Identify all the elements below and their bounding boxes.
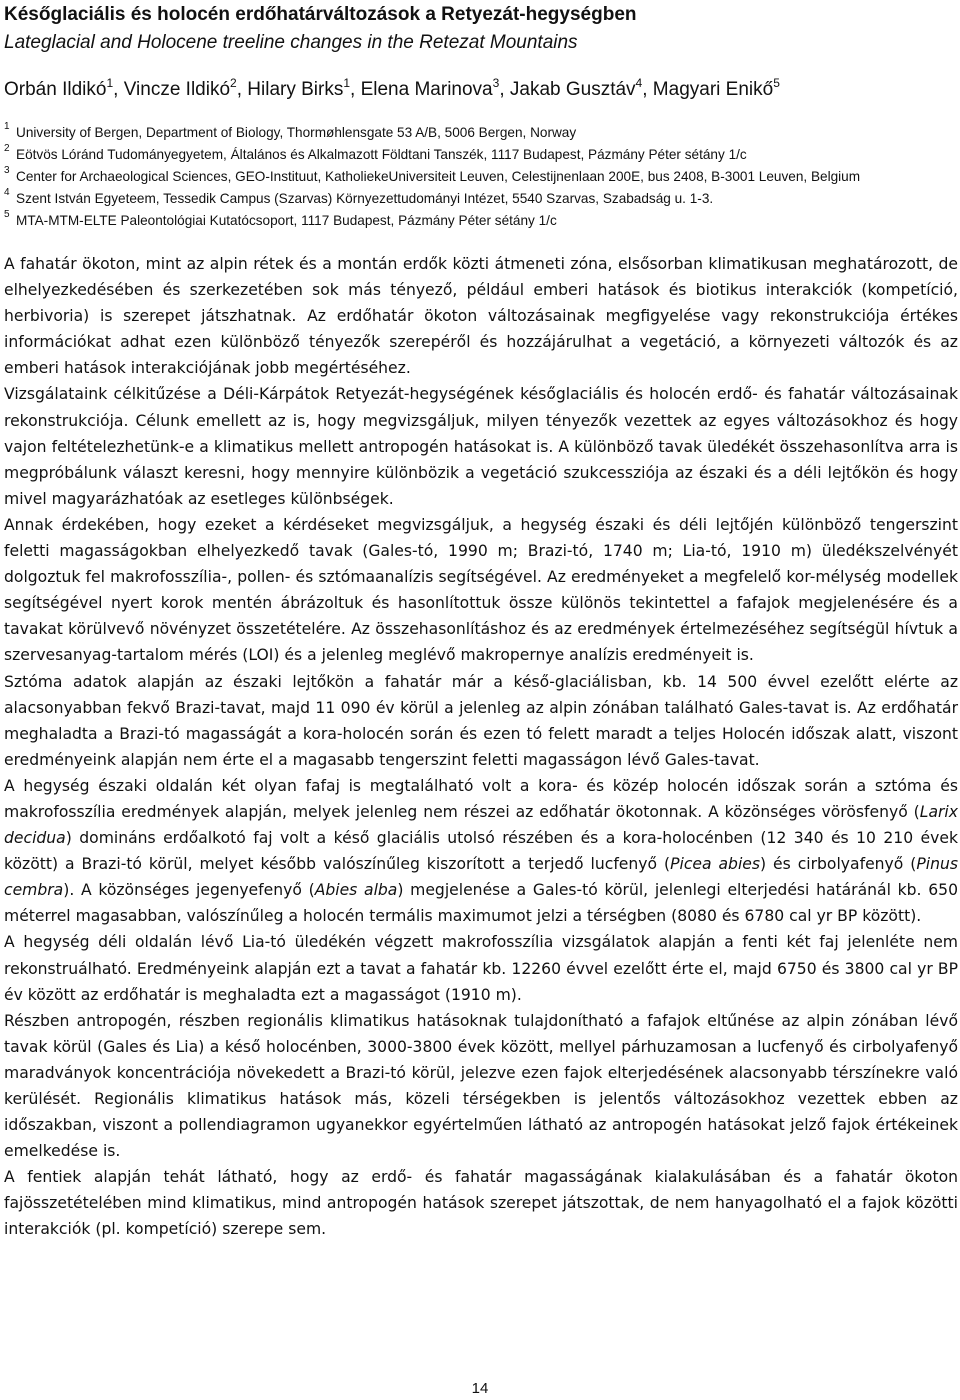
species-name: Picea abies [670, 855, 761, 874]
author-name: Orbán Ildikó [4, 79, 107, 100]
affiliation-text: MTA-MTM-ELTE Paleontológiai Kutatócsoport, 1117 Budapest, Pázmány Péter sétány 1/c [16, 213, 557, 228]
author-separator: , [642, 79, 653, 100]
species-name: Pinus cembra [4, 855, 959, 900]
species-name: Larix decidua [4, 802, 958, 848]
affiliation-number: 1 [4, 121, 10, 132]
affiliation-text: Szent István Egyeteem, Tessedik Campus (Szarvas) Környezettudományi Intézet, 5540 Szarvas, Szabadság u. 1-3. [16, 191, 714, 206]
affiliation-text: Center for Archaeological Sciences, GEO-Instituut, KatholiekeUniversiteit Leuven, Celestijnenlaan 200E, bus 2408, B-3001 Leuven, Belgium [16, 169, 861, 184]
paragraph-text: ) és cirbolyafenyő ( [760, 855, 917, 874]
body-paragraph [4, 929, 958, 1007]
document-page [4, 0, 958, 1243]
paragraph-text: Részben antropogén, részben regionális klimatikus hatásoknak tulajdonítható a fafajok eltűnése az alpin zónában lévő tavak körül (Gales és Lia) a késő holocénben, 3000-3800 évek között, mellyel párhuzamosan a lucfenyő és cirbolyafenyő maradványok koncentrációja növekedett a Brazi-tó körül, jelezve ezen fajok elterjedésének alacsonyabb térszínekre való kerülését. Regionális klimatikus hatások más, közeli térségekben is jelentős változásokhoz vezettek ebben az időszakban, viszont a pollendiagramon ugyanekkor egyértelműen látható az antropogén hatásokat jelző fajok értékeinek emelkedése is. [4, 1011, 958, 1161]
affiliation-text: University of Bergen, Department of Biology, Thormøhlensgate 53 A/B, 5006 Bergen, Norway [16, 125, 577, 140]
author-affiliation-number: 1 [106, 76, 114, 90]
affiliation-number: 3 [4, 165, 10, 176]
paragraph-text: A fahatár ökoton, mint az alpin rétek és a montán erdők közti átmeneti zóna, elsősorban klimatikusan meghatározott, de elhelyezkedésében és szerkezetében sok más tényező, például emberi hatások és biotikus interakciók (kompetíció, herbivoria) is szerepet játszhatnak. Az erdőhatár ökoton változásainak megfigyelése vagy rekonstrukciója értékes információkat adhat ezen különböző tényezők szerepéről és hozzájárulhat a vegetáció, a környezeti változók és az emberi hatások interakciójának jobb megértéséhez. [4, 255, 958, 378]
affiliation-number: 2 [4, 143, 10, 154]
author-affiliation-number: 5 [773, 76, 780, 90]
author-affiliation-number: 1 [343, 76, 351, 90]
affiliation [4, 144, 958, 166]
author-separator: , [350, 79, 361, 100]
author-affiliation-number: 3 [492, 76, 500, 90]
author-list [4, 78, 958, 102]
body-paragraph [4, 1164, 958, 1242]
author-affiliation-number: 2 [230, 76, 237, 90]
abstract-body [4, 251, 958, 1243]
author-separator: , [113, 79, 124, 100]
body-paragraph [4, 251, 958, 381]
paragraph-text: ) megjelenése a Gales-tó körül, jelenlegi elterjedési határánál kb. 650 méterrel magasabban, valószínűleg a holocén termális maximumot jelzi a térségben (8080 és 6780 cal yr BP között). [4, 881, 958, 926]
body-paragraph [4, 669, 958, 773]
author-affiliation-number: 4 [635, 76, 643, 90]
affiliation-text: Eötvös Lóránd Tudományegyetem, Általános és Alkalmazott Földtani Tanszék, 1117 Budapest, Pázmány Péter sétány 1/c [16, 147, 747, 162]
paragraph-text: Annak érdekében, hogy ezeket a kérdéseket megvizsgáljuk, a hegység északi és déli lejtőjén különböző tengerszint feletti magasságokban elhelyezkedő tavak (Gales-tó, 1990 m; Brazi-tó, 1740 m; Lia-tó, 1910 m) üledékszelvényét dolgoztuk fel makrofosszília-, pollen- és sztómaanalízis segítségével. Az eredményeket a megfelelő kor-mélység modellek segítségével nyert korok mentén ábrázoltuk és hasonlítottuk össze különös tekintettel a fafajok megjelenésére és a tavakat körülvevő növényzet összetételére. Az összehasonlításhoz és az eredmények értelmezéséhez segítségül hívtuk a szervesanyag-tartalom mérés (LOI) és a jelenleg meglévő makropernye analízis eredményeit is. [4, 515, 958, 665]
affiliation [4, 122, 958, 144]
author-separator: , [499, 79, 510, 100]
paragraph-text: ) domináns erdőalkotó faj volt a késő glaciális utolsó részében és a kora-holocénben (12 340 és 10 210 évek között) a Brazi-tó körül, melyet később valószínűleg kiszorított a terjedő lucfenyő ( [4, 829, 958, 874]
title-hungarian: Későglaciális és holocén erdőhatárváltozások a Retyezát-hegységben [4, 4, 637, 25]
title-english: Lateglacial and Holocene treeline changes in the Retezat Mountains [4, 32, 578, 53]
paragraph-text: ). A közönséges jegenyefenyő ( [63, 881, 315, 900]
affiliation-number: 5 [4, 209, 10, 220]
author-name: Hilary Birks [247, 79, 344, 100]
affiliation-number: 4 [4, 187, 10, 198]
affiliation [4, 188, 958, 210]
affiliation-list [4, 122, 958, 232]
body-paragraph [4, 773, 958, 930]
author-name: Magyari Enikő [652, 79, 774, 100]
paragraph-text: A fentiek alapján tehát látható, hogy az erdő- és fahatár magasságának kialakulásában és a fahatár ökoton fajösszetételében mind klimatikus, mind antropogén hatások szerepet játszottak, de nem hanyagolható el a fajok közötti interakciók (pl. kompetíció) szerepe sem. [4, 1168, 958, 1239]
author-name: Jakab Gusztáv [509, 79, 636, 100]
affiliation [4, 210, 958, 232]
author-name: Vincze Ildikó [123, 79, 231, 100]
species-name: Abies alba [314, 881, 398, 900]
author-separator: , [236, 79, 248, 100]
paragraph-text: Vizsgálataink célkitűzése a Déli-Kárpátok Retyezát-hegységének későglaciális és holocén erdő- és fahatár változásainak rekonstrukciója. Célunk emellett az is, hogy megvizsgáljuk, milyen tényezők vezettek az egyes változásokhoz és hogy vajon feltételezhetünk-e a klimatikus mellett antropogén hatásokat is. A különböző tavak üledékét összehasonlítva arra is megpróbálunk választ keresni, hogy mennyire különbözik a vegetáció szukcessziója az északi és a déli lejtőkön és hogy mivel magyarázhatóak az esetleges különbségek. [4, 385, 958, 508]
body-paragraph [4, 381, 958, 511]
paragraph-text: A hegység déli oldalán lévő Lia-tó üledékén végzett makrofosszília vizsgálatok alapján a fenti két faj jelenléte nem rekonstruálható. Eredményeink alapján ezt a tavat a fahatár kb. 12260 évvel ezelőtt érte el, majd 6750 és 3800 cal yr BP év között az erdőhatár is meghaladta ezt a magasságot (1910 m). [4, 933, 958, 1004]
page-number: 14 [471, 1380, 489, 1397]
author-name: Elena Marinova [360, 79, 493, 100]
affiliation [4, 166, 958, 188]
paragraph-text: A hegység északi oldalán két olyan fafaj is megtalálható volt a kora- és közép holocén időszak során a sztóma és makrofosszília eredmények alapján, melyek jelenleg nem részei az edőhatár ökotonnak. A közönséges vörösfenyő ( [4, 776, 958, 821]
body-paragraph [4, 1008, 958, 1165]
paragraph-text: Sztóma adatok alapján az északi lejtőkön a fahatár már a késő-glaciálisban, kb. 14 500 évvel ezelőtt elérte az alacsonyabban fekvő Brazi-tavat, majd 11 090 év körül a jelenleg az alpin zónában található Gales-tavat is. Az erdőhatár meghaladta a Brazi-tó magasságát a kora-holocén során és ezen tó felett maradt a teljes Holocén időszak alatt, viszont eredményeink alapján nem érte el a magasabb tengerszint feletti magasságon lévő Gales-tavat. [4, 672, 958, 769]
body-paragraph [4, 512, 958, 669]
